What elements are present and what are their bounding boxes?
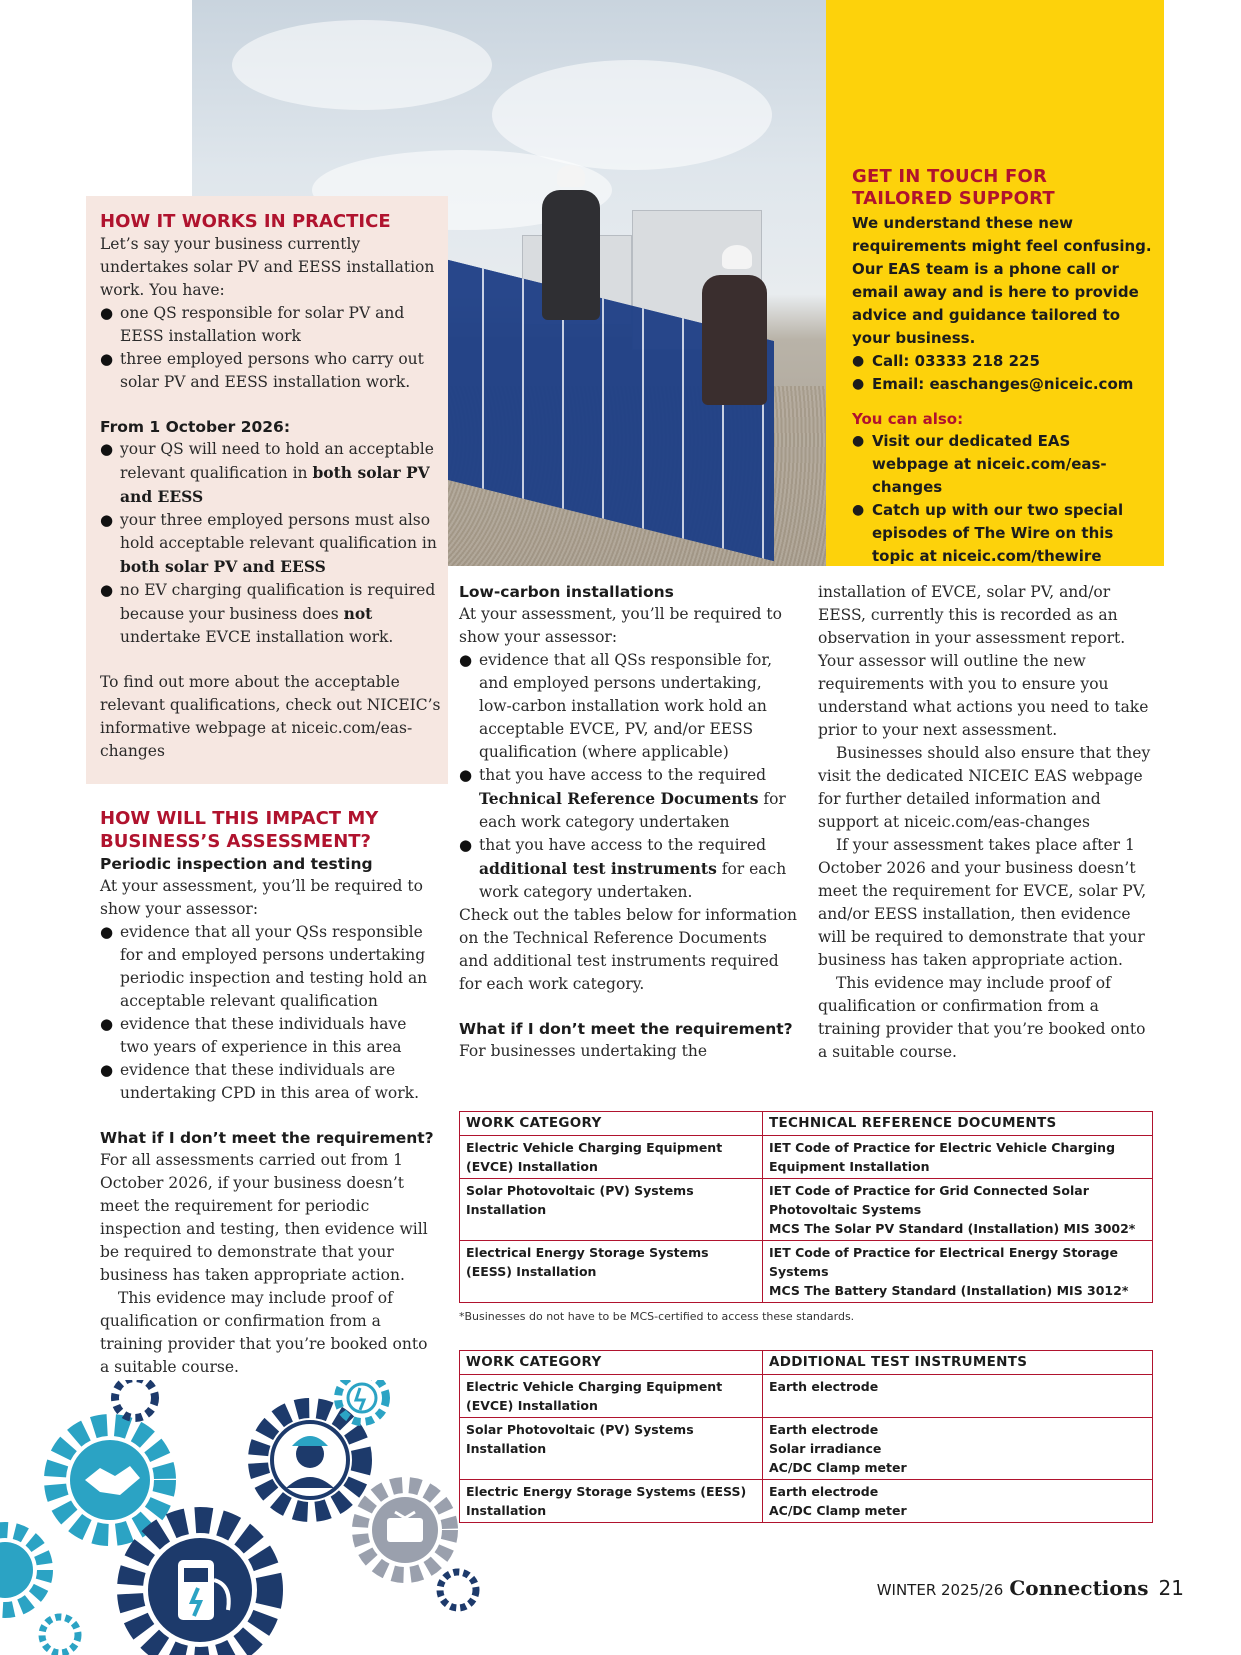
power-icon <box>338 1380 386 1422</box>
also-item[interactable]: ● Visit our dedicated EAS webpage at niceic.com/eas-changes <box>852 430 1152 499</box>
list-item: ● your three employed persons must also hold acceptable relevant qualification in both solar PV and EESS <box>100 509 442 579</box>
from-heading: From 1 October 2026: <box>100 418 291 436</box>
from-list <box>100 438 442 649</box>
gear-icon <box>440 1572 476 1608</box>
contact-list <box>852 350 1152 396</box>
ev-charger-icon <box>130 1520 270 1655</box>
support-box <box>826 0 1164 566</box>
not-meet-heading-lc: What if I don’t meet the requirement? <box>459 1020 793 1038</box>
table-cell: Earth electrode Solar irradiance AC/DC Clamp meter <box>763 1418 1153 1480</box>
list-item: ● evidence that all QSs responsible for, and employed persons undertaking, low-carbon installation work hold an acceptable EVCE, PV, and/or EESS qualification (where applicable) <box>459 649 799 764</box>
have-list <box>100 302 442 394</box>
ati-table <box>459 1350 1153 1523</box>
impact-title: HOW WILL THIS IMPACT MY BUSINESS’S ASSESSMENT? <box>100 808 379 852</box>
support-text: We understand these new requirements might feel confusing. Our EAS team is a phone call or email away and is here to provide advice and guidance tailored to your business. <box>852 214 1152 347</box>
table-cell: Electrical Energy Storage Systems (EESS) Installation <box>460 1241 763 1303</box>
table-cell: Electric Energy Storage Systems (EESS) Installation <box>460 1480 763 1523</box>
table-header-row <box>460 1351 1153 1375</box>
table-cell: Earth electrode <box>763 1375 1153 1418</box>
table-row <box>460 1480 1153 1523</box>
practice-box <box>86 196 448 784</box>
periodic-heading: Periodic inspection and testing <box>100 855 373 873</box>
gear-icon <box>0 1530 45 1610</box>
gear-icon <box>115 1380 155 1418</box>
not-meet-lc-start: For businesses undertaking the <box>459 1042 708 1060</box>
table-cell: IET Code of Practice for Electric Vehicle Charging Equipment Installation <box>763 1136 1153 1179</box>
practice-title: HOW IT WORKS IN PRACTICE <box>100 211 391 232</box>
also-list <box>852 430 1152 568</box>
table-cell: IET Code of Practice for Electrical Energy Storage Systems MCS The Battery Standard (Installation) MIS 3012* <box>763 1241 1153 1303</box>
tv-icon <box>360 1485 450 1575</box>
table-row <box>460 1418 1153 1480</box>
also-item[interactable]: ● Catch up with our two special episodes of The Wire on this topic at niceic.com/thewire <box>852 499 1152 568</box>
magazine-brand: Connections <box>1009 1576 1149 1600</box>
table-footnote: *Businesses do not have to be MCS-certified to access these standards. <box>459 1310 855 1323</box>
periodic-list <box>100 921 440 1105</box>
trd-table <box>459 1111 1153 1303</box>
table-cell: Solar Photovoltaic (PV) Systems Installation <box>460 1179 763 1241</box>
table-row <box>460 1179 1153 1241</box>
page-footer <box>877 1576 1184 1600</box>
col3-para: If your assessment takes place after 1 October 2026 and your business doesn’t meet the requirement for EVCE, solar PV, and/or EESS installation, then evidence will be required to demonstrate that your business has taken appropriate action. <box>818 836 1147 969</box>
support-title: GET IN TOUCH FOR TAILORED SUPPORT <box>852 166 1055 209</box>
list-item: ● no EV charging qualification is required because your business does not undertake EVCE installation work. <box>100 579 442 649</box>
issue-label: WINTER 2025/26 <box>876 1581 1004 1599</box>
table-cell: Electric Vehicle Charging Equipment (EVCE) Installation <box>460 1375 763 1418</box>
table-cell: IET Code of Practice for Grid Connected Solar Photovoltaic Systems MCS The Solar PV Standard (Installation) MIS 3002* <box>763 1179 1153 1241</box>
col3-para: This evidence may include proof of qualification or confirmation from a training provider that you’re booked onto a suitable course. <box>818 974 1146 1061</box>
find-out-text: To find out more about the acceptable relevant qualifications, check out NICEIC’s informative webpage at niceic.com/eas-changes <box>100 673 441 760</box>
col3-para: Businesses should also ensure that they visit the dedicated NICEIC EAS webpage for further detailed information and support at niceic.com/eas-changes <box>818 744 1151 831</box>
not-meet-heading: What if I don’t meet the requirement? <box>100 1129 434 1147</box>
page-number: 21 <box>1158 1576 1184 1600</box>
table-header: ADDITIONAL TEST INSTRUMENTS <box>763 1351 1153 1375</box>
table-row <box>460 1136 1153 1179</box>
list-item: ● evidence that these individuals have two years of experience in this area <box>100 1013 440 1059</box>
tables-note: Check out the tables below for information on the Technical Reference Documents and additional test instruments required for each work category. <box>459 906 798 993</box>
list-item: ● evidence that all your QSs responsible for and employed persons undertaking periodic inspection and testing hold an acceptable relevant qualification <box>100 921 440 1013</box>
table-cell: Earth electrode AC/DC Clamp meter <box>763 1480 1153 1523</box>
low-carbon-heading: Low-carbon installations <box>459 583 674 601</box>
list-item: ● your QS will need to hold an acceptable relevant qualification in both solar PV and EESS <box>100 438 442 509</box>
table-row <box>460 1241 1153 1303</box>
col3-para: installation of EVCE, solar PV, and/or EESS, currently this is recorded as an observation in your assessment report. Your assessor will outline the new requirements with you to ensure you understand what actions you need to take prior to your next assessment. <box>818 583 1149 739</box>
list-item: ● one QS responsible for solar PV and EESS installation work <box>100 302 442 348</box>
table-header: TECHNICAL REFERENCE DOCUMENTS <box>763 1112 1153 1136</box>
table-header-row <box>460 1112 1153 1136</box>
call-item[interactable]: ● Call: 03333 218 225 <box>852 350 1152 373</box>
gear-icon <box>42 1617 78 1653</box>
practice-intro: Let’s say your business currently undertakes solar PV and EESS installation work. You have: <box>100 235 435 299</box>
not-meet-text: For all assessments carried out from 1 October 2026, if your business doesn’t meet the requirement for periodic inspection and testing, then evidence will be required to demonstrate that your business has taken appropriate action. <box>100 1151 428 1284</box>
email-item[interactable]: ● Email: easchanges@niceic.com <box>852 373 1152 396</box>
table-header: WORK CATEGORY <box>460 1112 763 1136</box>
list-item: ● evidence that these individuals are undertaking CPD in this area of work. <box>100 1059 440 1105</box>
periodic-intro: At your assessment, you’ll be required to show your assessor: <box>100 877 423 918</box>
list-item: ● that you have access to the required Technical Reference Documents for each work category undertaken <box>459 764 799 834</box>
low-carbon-section <box>459 581 799 1063</box>
impact-section <box>100 807 440 1379</box>
low-carbon-list <box>459 649 799 904</box>
also-heading: You can also: <box>852 410 964 428</box>
table-row <box>460 1375 1153 1418</box>
list-item: ● that you have access to the required additional test instruments for each work category undertaken. <box>459 834 799 904</box>
gears-illustration <box>0 1380 500 1655</box>
not-meet-evidence: This evidence may include proof of qualification or confirmation from a training provider that you’re booked onto a suitable course. <box>100 1289 428 1376</box>
table-header: WORK CATEGORY <box>460 1351 763 1375</box>
table-cell: Electric Vehicle Charging Equipment (EVCE) Installation <box>460 1136 763 1179</box>
list-item: ● three employed persons who carry out solar PV and EESS installation work. <box>100 348 442 394</box>
table-cell: Solar Photovoltaic (PV) Systems Installation <box>460 1418 763 1480</box>
low-carbon-intro: At your assessment, you’ll be required to show your assessor: <box>459 605 782 646</box>
low-carbon-continued <box>818 581 1158 1064</box>
